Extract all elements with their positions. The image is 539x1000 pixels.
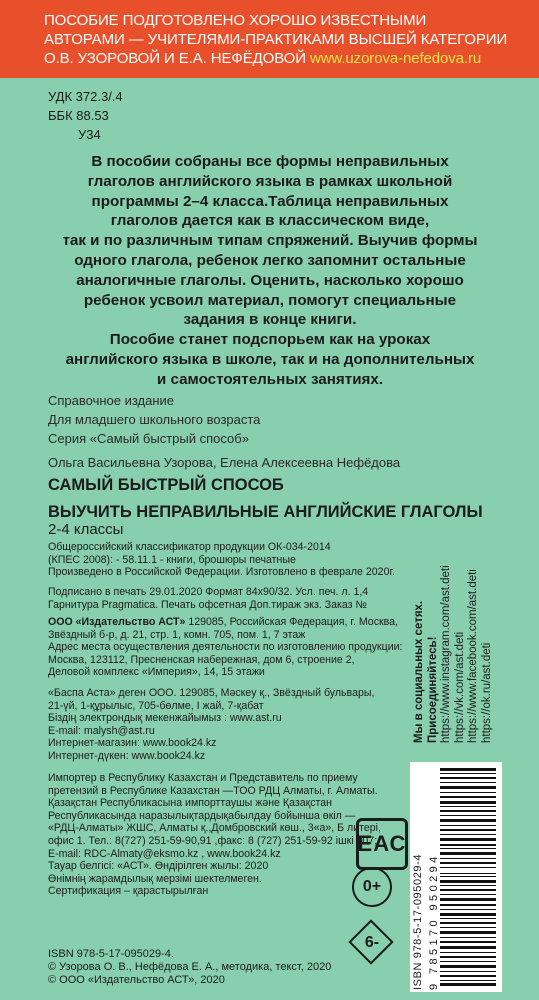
classifier-line: (КПЕС 2008): - 58.11.1 - книги, брошюры печатные [48,553,296,566]
edition-type: Справочное издание [48,393,175,408]
copyright-line: © ООО «Издательство АСТ», 2020 [48,974,225,986]
top-banner [0,0,539,78]
kz-line: Интернет-дүкен: www.book24.kz [48,749,206,762]
banner-line-1: ПОСОБИЕ ПОДГОТОВЛЕНО ХОРОШО ИЗВЕСТНЫМИ [44,12,427,29]
description-line: программы 2–4 класса.Таблица неправильных [91,192,449,210]
social-link-instagram[interactable]: https://www.instagram.com/ast.deti [440,565,453,743]
social-rotated-block [413,523,495,743]
age-six-minus-text: 6- [364,934,380,951]
author-mark: У34 [78,127,101,142]
edition-meta [48,391,400,472]
description-line: одного глагола, ребенок легко запомнит остальные [74,251,466,269]
description-line: так и по различным типам спряжений. Выучив формы [62,232,478,250]
publisher-address-line: 129085, Российская Федерация, г. Москва, [185,616,398,628]
banner-line-2: АВТОРАМИ — УЧИТЕЛЯМИ-ПРАКТИКАМИ ВЫСШЕЙ КАТЕГОРИИ [44,31,508,48]
age-zero-plus-icon [352,867,392,907]
barcode [410,762,502,992]
description-line: глаголов дается как в классическом виде, [110,212,430,230]
description-line: английского языка в школе, так и на дополнительных [65,350,475,368]
description-line: В пособии собраны все формы неправильных [91,153,449,170]
title-line-2: ВЫУЧИТЬ НЕПРАВИЛЬНЫЕ АНГЛИЙСКИЕ ГЛАГОЛЫ [48,503,483,521]
importer-line: Өнімнің жарамдылық мерзімі шектелмеген. [48,872,262,885]
kz-publisher-block [48,687,448,763]
barcode-isbn: ISBN 978-5-17-095029-4 [412,853,424,990]
title-line-1: САМЫЙ БЫСТРЫЙ СПОСОБ [48,476,284,494]
barcode-bars-icon [440,768,496,986]
social-link-facebook[interactable]: https://www.facebook.com/ast.deti [467,569,480,743]
publisher-line: Адрес места осуществления деятельности по изготовлению продукции: [48,641,403,654]
eac-mark-icon [356,818,408,870]
importer-line: Республикасында наразылықтардықабылдау бойынша өкіл — [48,809,356,822]
audience: Для младшего школьного возраста [48,412,261,427]
classifier-line: Произведено в Российской Федерации. Изготовлено в феврале 2020г. [48,566,395,579]
publisher-name: ООО «Издательство АСТ» [48,616,186,628]
bbk-code: ББК 88.53 [48,108,109,123]
description-line: Пособие станет подспорьем как на уроках [109,331,431,349]
description-line: глаголов английского языка в рамках школьной [87,172,453,190]
importer-line: офис 1. Тел.: 8(727) 251-59-90,91 ,факс: 8 (727) 251-59-92 ішкі 107; [48,834,378,847]
isbn-copyright-block [48,948,331,987]
kz-line: 21-үй, 1-құрылыс, 705-бөлме, I жай, 7-қабат [48,699,264,712]
kz-line: «Баспа Аста» деген ООО. 129085, Мәскеу қ., Звёздный бульвары, [48,687,375,699]
description-line: задания в конце книги. [183,311,357,329]
series: Серия «Самый быстрый способ» [48,431,249,446]
printing-line: Гарнитура Pragmatica. Печать офсетная Доп.тираж экз. Заказ № [48,598,367,611]
kz-line: Біздің электрондық мекенжайымыз : www.ast.ru [48,712,282,725]
isbn-line: ISBN 978-5-17-095029-4. [48,948,174,960]
age-six-minus-icon [349,920,395,966]
importer-line: Сертификация – қарастырылған [48,885,209,898]
printing-line: Подписано в печать 29.01.2020 Формат 84х90/32. Усл. печ. л. 1,4 [48,586,369,598]
copyright-line: © Узорова О. В., Нефёдова Е. А., методика, текст, 2020 [48,961,332,973]
udk-code: УДК 372.3/.4 [48,89,123,104]
banner-line-3 [44,49,525,68]
importer-line: E-mail: RDC-Almaty@eksmo.kz , www.book24.kz [48,847,281,860]
social-heading: Мы в социальных сетях. Присоединяйтесь! [413,600,439,743]
book-title [48,472,483,526]
importer-line: Қазақстан Республикасына импорттаушы және Қазақстан [48,797,332,810]
classifier-line: Общероссийский классификатор продукции ОК-034-2014 [48,541,331,553]
publisher-line: Москва, 123112, Пресненская набережная, дом 6, строение 2, [48,653,355,666]
banner-authors: О.В. УЗОРОВОЙ И Е.А. НЕФЁДОВОЙ [44,50,306,67]
importer-line: Импортер в Республику Казахстан и Представитель по приему [48,772,358,784]
classification-codes [48,87,123,144]
social-link-ok[interactable]: https://ok.ru/ast.deti [480,642,493,743]
kz-line: Интернет-магазин: www.book24.kz [48,737,217,750]
importer-line: Тауар белгісі: «АСТ». Өндірілген жылы: 2020 [48,860,269,873]
publisher-line: Звёздный б-р, д. 21, стр. 1, комн. 705, пом. 1, 7 этаж [48,628,306,641]
age-zero-plus-text: 0+ [362,878,382,895]
description-line: ребенок усвоил материал, помогут специальные [83,291,457,309]
social-links [413,523,533,743]
importer-line: претензий в Республике Казахстан —ТОО РДЦ Алматы, г. Алматы. [48,784,378,797]
kz-line: E-mail: malysh@ast.ru [48,724,155,737]
grades: 2-4 классы [48,521,124,538]
classifier-block [48,541,448,579]
publisher-address [48,616,448,629]
social-link-vk[interactable]: https://vk.com/ast.deti [453,631,466,743]
description-line: аналогичные глаголы. Оценить, насколько хорошо [76,271,464,289]
publisher-line: Деловой комплекс «Империя», 14, 15 этажи [48,666,265,679]
printing-block [48,586,448,611]
importer-line: «РДЦ-Алматы» ЖШС, Алматы қ.,Домбровский көш., 3«а», Б литері, [48,822,381,835]
barcode-digits: 9 785170 950294 [428,853,440,990]
publisher-block [48,616,448,679]
description-line: и самостоятельных занятиях. [156,370,384,388]
website-link[interactable]: www.uzorova-nefedova.ru [309,50,482,67]
authors: Ольга Васильевна Узорова, Елена Алексеевна Нефёдова [48,455,401,470]
book-description [40,152,500,390]
eac-mark-text: ЕАС [357,831,407,856]
